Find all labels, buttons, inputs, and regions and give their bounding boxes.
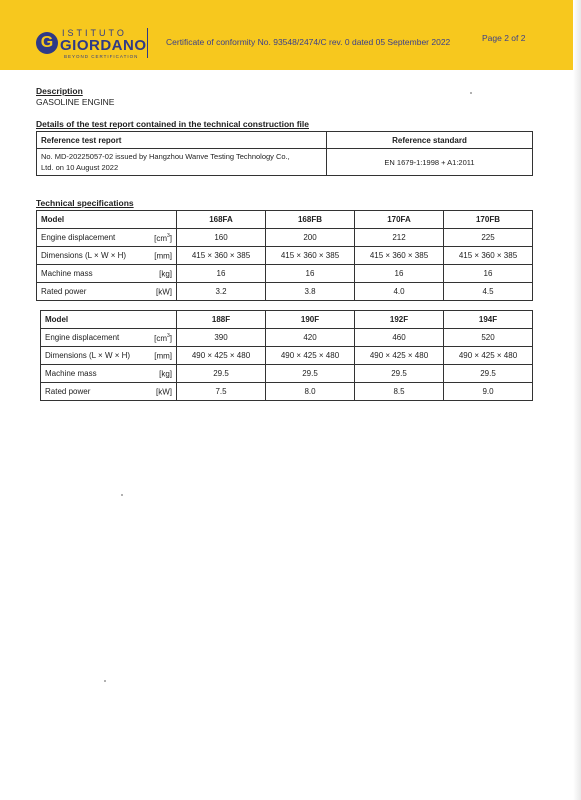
dimensions-cell: 490 × 425 × 480 [177, 347, 266, 365]
displacement-cell: 390 [177, 329, 266, 347]
logo-sub-text: BEYOND CERTIFICATION [64, 54, 139, 59]
model-label: Model [41, 311, 177, 329]
mass-unit: [kg] [159, 269, 172, 278]
mass-cell: 29.5 [266, 365, 355, 383]
logo-top-text: ISTITUTO [62, 28, 127, 38]
reference-report-header: Reference test report [37, 132, 327, 149]
displacement-cell: 160 [177, 229, 266, 247]
technical-specs-heading: Technical specifications [36, 198, 134, 208]
displacement-unit: $[cm^3]$ [154, 332, 172, 343]
scan-speck [104, 680, 106, 682]
reference-report-cell [37, 149, 327, 176]
mass-cell: 29.5 [177, 365, 266, 383]
displacement-cell: 520 [444, 329, 533, 347]
displacement-label-cell [37, 229, 177, 247]
dimensions-cell: 490 × 425 × 480 [266, 347, 355, 365]
displacement-unit: $[cm^3]$ [154, 232, 172, 243]
spec-table-1 [36, 210, 533, 301]
table-row [37, 229, 533, 247]
reference-standard-value: EN 1679-1:1998 + A1:2011 [327, 149, 533, 176]
power-label-cell [41, 383, 177, 401]
power-cell: 9.0 [444, 383, 533, 401]
logo-main-text: GIORDANO [60, 37, 147, 54]
description-text: GASOLINE ENGINE [36, 97, 115, 107]
model-cell: 168FB [266, 211, 355, 229]
displacement-cell: 420 [266, 329, 355, 347]
header-divider [147, 28, 148, 58]
logo-g-mark: G [36, 32, 58, 54]
dimensions-cell: 490 × 425 × 480 [355, 347, 444, 365]
model-cell: 170FB [444, 211, 533, 229]
mass-cell: 16 [444, 265, 533, 283]
table-row [37, 247, 533, 265]
table-row [41, 347, 533, 365]
displacement-cell: 460 [355, 329, 444, 347]
power-label: Rated power [41, 287, 87, 296]
reference-report-line-2: Ltd. on 10 August 2022 [41, 163, 119, 172]
mass-cell: 16 [266, 265, 355, 283]
mass-label-cell [37, 265, 177, 283]
table-row [37, 283, 533, 301]
table-row [41, 329, 533, 347]
power-unit: [kW] [156, 287, 172, 296]
dimensions-label: Dimensions (L × W × H) [41, 251, 127, 260]
model-cell: 190F [266, 311, 355, 329]
displacement-label: Engine displacement [45, 333, 120, 342]
displacement-cell: 212 [355, 229, 444, 247]
mass-label: Machine mass [45, 369, 97, 378]
power-cell: 8.5 [355, 383, 444, 401]
dimensions-cell: 490 × 425 × 480 [444, 347, 533, 365]
displacement-cell: 200 [266, 229, 355, 247]
model-cell: 194F [444, 311, 533, 329]
certificate-header [0, 0, 581, 70]
dimensions-unit: [mm] [154, 251, 172, 260]
displacement-label-cell [41, 329, 177, 347]
power-cell: 7.5 [177, 383, 266, 401]
mass-cell: 16 [177, 265, 266, 283]
mass-label: Machine mass [41, 269, 93, 278]
description-heading: Description [36, 86, 83, 96]
mass-cell: 29.5 [444, 365, 533, 383]
reference-table [36, 131, 533, 176]
table-row [37, 265, 533, 283]
dimensions-cell: 415 × 360 × 385 [444, 247, 533, 265]
spec-table-2 [40, 310, 533, 401]
mass-cell: 16 [355, 265, 444, 283]
page-edge-shadow [573, 0, 581, 800]
displacement-cell: 225 [444, 229, 533, 247]
scan-speck [470, 92, 472, 94]
power-label: Rated power [45, 387, 91, 396]
model-cell: 188F [177, 311, 266, 329]
table-row [41, 365, 533, 383]
scan-speck [121, 494, 123, 496]
power-cell: 3.2 [177, 283, 266, 301]
mass-cell: 29.5 [355, 365, 444, 383]
dimensions-label-cell [41, 347, 177, 365]
model-cell: 170FA [355, 211, 444, 229]
mass-label-cell [41, 365, 177, 383]
model-cell: 168FA [177, 211, 266, 229]
reference-standard-header: Reference standard [327, 132, 533, 149]
mass-unit: [kg] [159, 369, 172, 378]
displacement-label: Engine displacement [41, 233, 116, 242]
model-label: Model [37, 211, 177, 229]
page-number: Page 2 of 2 [482, 33, 526, 43]
reference-report-line-1: No. MD-20225057-02 issued by Hangzhou Wanve Testing Technology Co., [41, 152, 290, 161]
table-row [41, 383, 533, 401]
power-cell: 3.8 [266, 283, 355, 301]
certificate-reference: Certificate of conformity No. 93548/2474/C rev. 0 dated 05 September 2022 [166, 37, 451, 47]
table-row [37, 211, 533, 229]
dimensions-label: Dimensions (L × W × H) [45, 351, 131, 360]
model-cell: 192F [355, 311, 444, 329]
dimensions-cell: 415 × 360 × 385 [177, 247, 266, 265]
power-cell: 8.0 [266, 383, 355, 401]
power-unit: [kW] [156, 387, 172, 396]
istituto-giordano-logo [36, 28, 147, 62]
dimensions-label-cell [37, 247, 177, 265]
table-row [41, 311, 533, 329]
dimensions-cell: 415 × 360 × 385 [355, 247, 444, 265]
test-details-heading: Details of the test report contained in the technical construction file [36, 119, 309, 129]
dimensions-cell: 415 × 360 × 385 [266, 247, 355, 265]
power-label-cell [37, 283, 177, 301]
power-cell: 4.5 [444, 283, 533, 301]
dimensions-unit: [mm] [154, 351, 172, 360]
power-cell: 4.0 [355, 283, 444, 301]
